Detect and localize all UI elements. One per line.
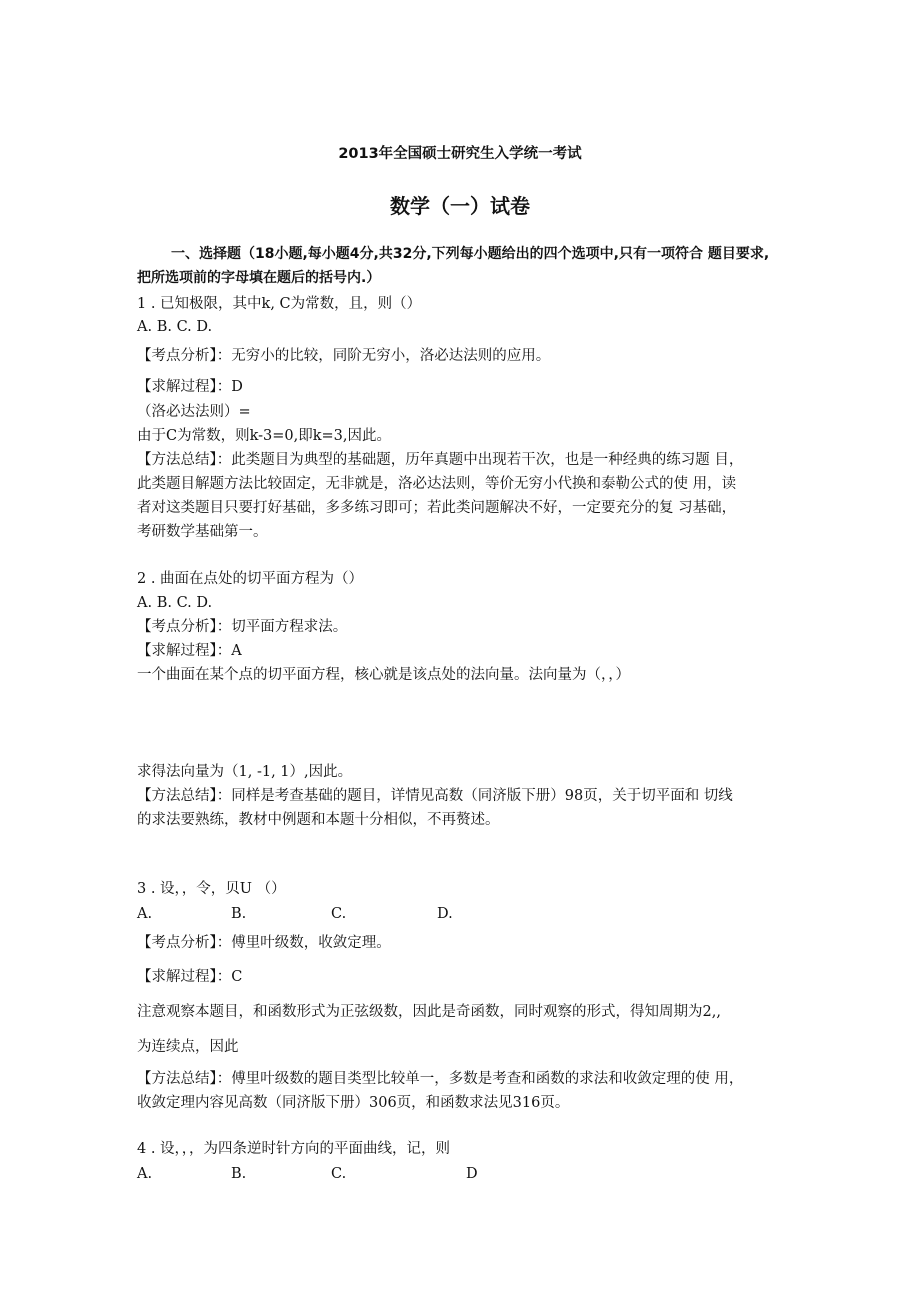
q3-step2: 为连续点，因此 (137, 1039, 239, 1055)
q3-summary-line2: 收敛定理内容见高数（同济版下册）306页，和函数求法见316页。 (137, 1095, 570, 1111)
q2-analysis: 【考点分析】：切平面方程求法。 (137, 619, 348, 635)
q3-step1: 注意观察本题目，和函数形式为正弦级数，因此是奇函数，同时观察的形式，得知周期为2,, (137, 1004, 721, 1020)
q1-answer: 【求解过程】：D (137, 379, 243, 395)
q2-summary-line2: 的求法要熟练，教材中例题和本题十分相似，不再赘述。 (137, 812, 500, 828)
q4-option-d: D (466, 1166, 478, 1182)
q1-step2: 由于C为常数，则k-3=0,即k=3,因此。 (137, 428, 392, 444)
exam-title: 2013年全国硕士研究生入学统一考试 (338, 146, 582, 162)
q3-option-a: A. (137, 906, 153, 922)
q4-option-b: B. (231, 1166, 247, 1182)
section-heading-line1: 一、选择题（18小题,每小题4分,共32分,下列每小题给出的四个选项中,只有一项符合 题目要求, (171, 246, 770, 262)
q3-answer: 【求解过程】：C (137, 969, 243, 985)
q4-option-c: C. (331, 1166, 347, 1182)
q3-analysis: 【考点分析】：傅里叶级数，收敛定理。 (137, 935, 391, 951)
q2-step2: 求得法向量为（1, -1, 1）,因此。 (137, 764, 353, 780)
q1-stem: 1 . 已知极限，其中k, C为常数，且，则（） (137, 296, 422, 312)
q3-summary-line1: 【方法总结】：傅里叶级数的题目类型比较单一，多数是考查和函数的求法和收敛定理的使 用， (137, 1071, 744, 1087)
q4-option-a: A. (137, 1166, 153, 1182)
q3-option-b: B. (231, 906, 247, 922)
q1-summary-line3: 者对这类题目只要打好基础，多多练习即可；若此类问题解决不好，一定要充分的复 习基础， (137, 500, 737, 516)
q1-step1: （洛必达法则）= (137, 404, 251, 420)
q1-options: A. B. C. D. (137, 319, 213, 335)
q2-stem: 2 . 曲面在点处的切平面方程为（） (137, 571, 364, 587)
section-heading-line2: 把所选项前的字母填在题后的括号内.） (137, 270, 381, 286)
q1-summary-line1: 【方法总结】：此类题目为典型的基础题，历年真题中出现若干次，也是一种经典的练习题 目， (137, 452, 744, 468)
q3-option-d: D. (437, 906, 453, 922)
q2-answer: 【求解过程】：A (137, 643, 242, 659)
q2-summary-line1: 【方法总结】：同样是考查基础的题目，详情见高数（同济版下册）98页，关于切平面和 切线 (137, 788, 733, 804)
q4-stem: 4 . 设，，，为四条逆时针方向的平面曲线，记，则 (137, 1141, 451, 1157)
q3-option-c: C. (331, 906, 347, 922)
q3-stem: 3 . 设，，令，贝U （） (137, 881, 286, 897)
q1-summary-line4: 考研数学基础第一。 (137, 524, 268, 540)
q2-step1: 一个曲面在某个点的切平面方程，核心就是该点处的法向量。法向量为（，，） (137, 667, 630, 683)
paper-title: 数学（一）试卷 (390, 194, 530, 218)
q1-summary-line2: 此类题目解题方法比较固定，无非就是，洛必达法则，等价无穷小代换和泰勒公式的使 用，读 (137, 476, 737, 492)
q1-analysis: 【考点分析】：无穷小的比较，同阶无穷小，洛必达法则的应用。 (137, 348, 551, 364)
q2-options: A. B. C. D. (137, 595, 213, 611)
